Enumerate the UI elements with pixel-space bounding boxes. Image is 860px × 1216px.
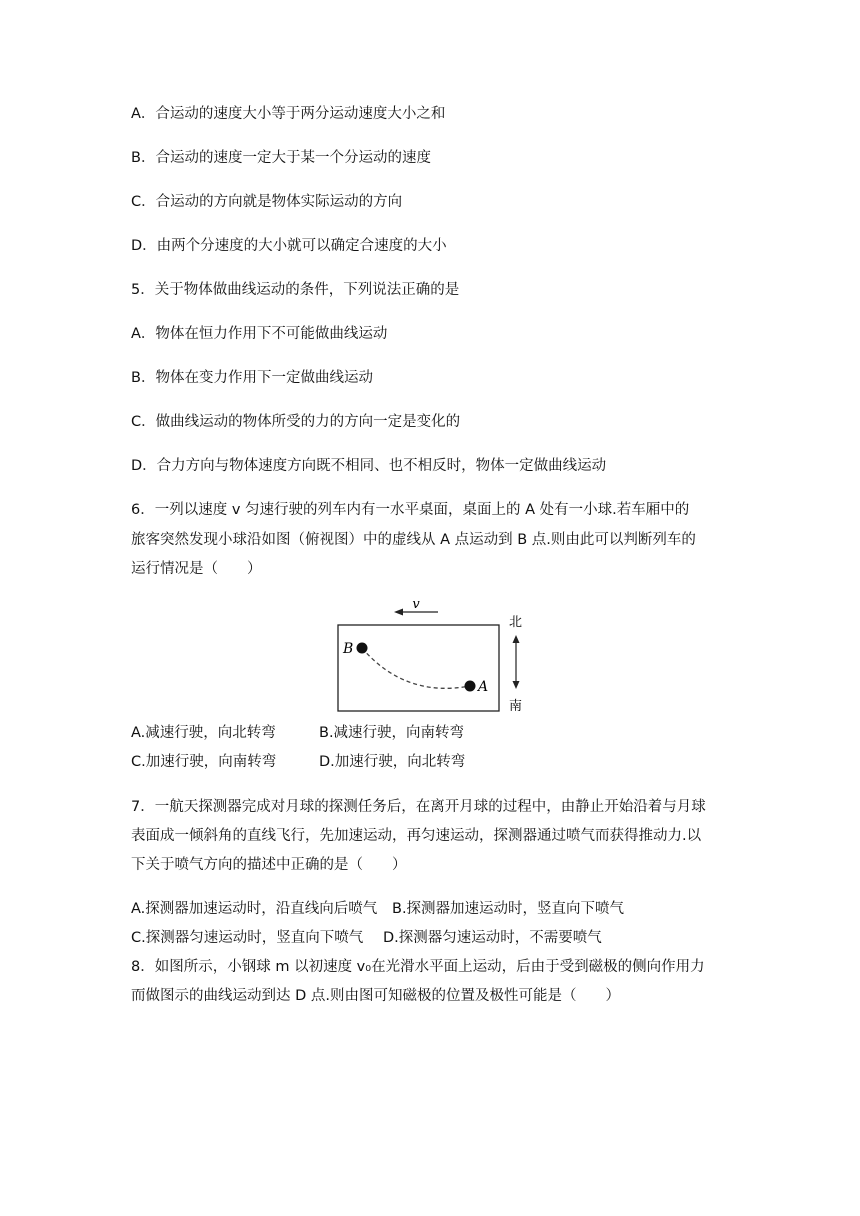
q7-option-a: A.探测器加速运动时，沿直线向后喷气 (131, 901, 378, 917)
q7-option-b: B.探测器加速运动时，竖直向下喷气 (392, 901, 625, 917)
q6-option-c: C.加速行驶，向南转弯 (131, 754, 277, 770)
table-outline (338, 625, 499, 711)
q6-stem-line-3: 运行情况是（ ） (131, 561, 262, 577)
train-table-figure (335, 598, 535, 718)
q5-option-b: B．物体在变力作用下一定做曲线运动 (131, 370, 373, 386)
trajectory-dashed-curve (362, 648, 470, 688)
ball-b (357, 643, 368, 654)
q7-stem-line-3: 下关于喷气方向的描述中正确的是（ ） (131, 857, 407, 873)
q6-stem-line-2: 旅客突然发现小球沿如图（俯视图）中的虚线从 A 点运动到 B 点.则由此可以判断列车的 (131, 532, 696, 548)
q5-stem: 5．关于物体做曲线运动的条件，下列说法正确的是 (131, 282, 460, 298)
south-arrow-head (513, 681, 520, 689)
q5-option-c: C．做曲线运动的物体所受的力的方向一定是变化的 (131, 414, 461, 430)
q7-stem-line-2: 表面成一倾斜角的直线飞行，先加速运动，再匀速运动，探测器通过喷气而获得推动力.以 (131, 828, 702, 844)
south-label: 南 (509, 699, 523, 714)
q7-option-c: C.探测器匀速运动时，竖直向下喷气 (131, 930, 364, 946)
q6-stem-line-1: 6．一列以速度 v 匀速行驶的列车内有一水平桌面，桌面上的 A 处有一小球.若车厢中的 (131, 502, 690, 518)
q6-option-a: A.减速行驶，向北转弯 (131, 725, 276, 741)
q6-option-b: B.减速行驶，向南转弯 (319, 725, 465, 741)
velocity-label: v (412, 598, 420, 612)
q5-option-a: A．物体在恒力作用下不可能做曲线运动 (131, 326, 388, 342)
q7-option-d: D.探测器匀速运动时，不需要喷气 (383, 930, 602, 946)
q4-option-d: D．由两个分速度的大小就可以确定合速度的大小 (131, 238, 447, 254)
q8-stem-line-2: 而做图示的曲线运动到达 D 点.则由图可知磁极的位置及极性可能是（ ） (131, 988, 620, 1004)
q4-option-a: A．合运动的速度大小等于两分运动速度大小之和 (131, 106, 446, 122)
ball-a (465, 681, 476, 692)
q7-stem-line-1: 7．一航天探测器完成对月球的探测任务后，在离开月球的过程中，由静止开始沿着与月球 (131, 799, 706, 815)
north-arrow-head (513, 635, 520, 643)
velocity-arrow-head (394, 609, 403, 616)
q4-option-b: B．合运动的速度一定大于某一个分运动的速度 (131, 150, 431, 166)
point-b-label: B (343, 641, 354, 657)
q5-option-d: D．合力方向与物体速度方向既不相同、也不相反时，物体一定做曲线运动 (131, 458, 607, 474)
point-a-label: A (478, 679, 489, 695)
q4-option-c: C．合运动的方向就是物体实际运动的方向 (131, 194, 403, 210)
q6-option-d: D.加速行驶，向北转弯 (319, 754, 466, 770)
q8-stem-line-1: 8．如图所示，小钢球 m 以初速度 v₀在光滑水平面上运动，后由于受到磁极的侧向作用力 (131, 959, 705, 975)
north-label: 北 (509, 615, 523, 630)
